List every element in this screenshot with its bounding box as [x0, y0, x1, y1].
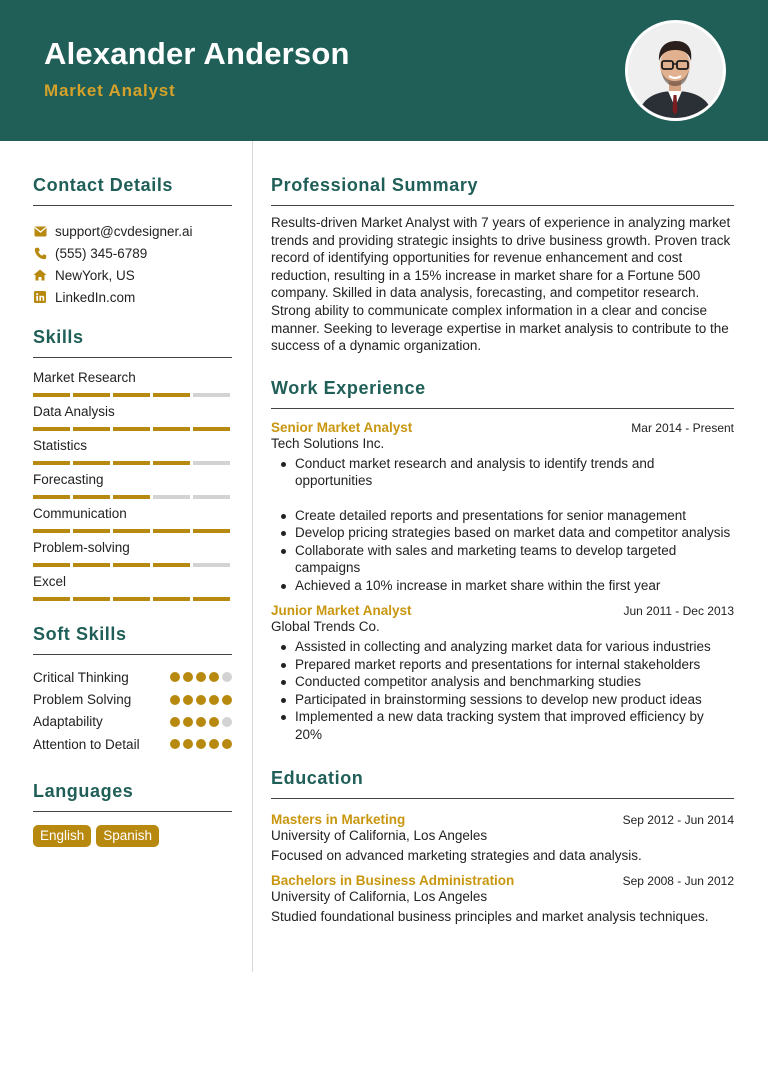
skill-level-segment — [113, 495, 150, 499]
skill-level-segment — [73, 529, 110, 533]
skill-level-segment — [73, 427, 110, 431]
language-tag: English — [33, 825, 91, 847]
skill-level-segment — [153, 597, 190, 601]
job-company: Tech Solutions Inc. — [271, 435, 385, 451]
education-description: Studied foundational business principles and market analysis techniques. — [271, 909, 709, 925]
job-bullet: Assisted in collecting and analyzing market data for various industries — [271, 638, 734, 656]
person-avatar-icon — [628, 23, 723, 118]
skill-level-segment — [33, 393, 70, 397]
rating-dot — [209, 739, 219, 749]
rating-dot — [222, 672, 232, 682]
skill-item — [33, 573, 232, 605]
home-icon — [33, 268, 47, 282]
skill-level-segment — [153, 563, 190, 567]
skill-level-segment — [113, 461, 150, 465]
skill-level-segment — [33, 495, 70, 499]
school-name: University of California, Los Angeles — [271, 889, 488, 905]
skill-level-segment — [113, 597, 150, 601]
skill-name: Statistics — [33, 438, 88, 453]
left-column — [33, 141, 232, 847]
rating-dot — [209, 672, 219, 682]
soft-skills-section — [33, 624, 232, 756]
rating-dot — [183, 739, 193, 749]
contact-section — [33, 175, 232, 308]
rating-dot — [170, 717, 180, 727]
contact-title: Contact Details — [33, 175, 232, 206]
rating-dot — [183, 672, 193, 682]
contact-phone-text: (555) 345-6789 — [55, 245, 148, 261]
degree-title: Masters in Marketing — [271, 812, 406, 828]
skill-level-segment — [113, 393, 150, 397]
job-company: Global Trends Co. — [271, 619, 380, 635]
rating-dot — [222, 739, 232, 749]
job-bullet: Conduct market research and analysis to identify trends and opportunities — [271, 455, 734, 490]
job-bullet: Develop pricing strategies based on market data and competitor analysis — [271, 524, 734, 542]
job-bullets — [271, 638, 734, 743]
job-entry — [271, 603, 734, 743]
skill-level-segment — [193, 427, 230, 431]
skill-level-segment — [193, 597, 230, 601]
summary-title: Professional Summary — [271, 175, 734, 206]
education-title: Education — [271, 768, 734, 799]
skills-title: Skills — [33, 327, 232, 358]
phone-icon — [33, 246, 47, 260]
soft-skill-name: Attention to Detail — [33, 736, 140, 752]
education-entry — [271, 873, 734, 924]
rating-dot — [222, 717, 232, 727]
skill-level-segment — [193, 393, 230, 397]
job-entry — [271, 420, 734, 595]
rating-dot — [196, 717, 206, 727]
skill-level-bars — [33, 558, 232, 571]
language-tag: Spanish — [96, 825, 159, 847]
skill-level-segment — [73, 393, 110, 397]
school-name: University of California, Los Angeles — [271, 828, 488, 844]
skill-level-bars — [33, 388, 232, 401]
skill-level-segment — [73, 563, 110, 567]
soft-skills-list — [33, 666, 232, 756]
languages-list — [33, 825, 232, 847]
job-date: Mar 2014 - Present — [631, 420, 734, 435]
candidate-role: Market Analyst — [44, 81, 176, 100]
soft-skill-item — [33, 733, 232, 755]
skill-name: Data Analysis — [33, 404, 115, 419]
soft-skills-title: Soft Skills — [33, 624, 232, 655]
soft-skill-item — [33, 666, 232, 688]
summary-text: Results-driven Market Analyst with 7 years of experience in analyzing market trends and providing strategic insights to drive business growth. Proven track record of identifying opportunities for revenue enhancement and cost reduction, resulting in a 15% increase in market share for a Fortune 500 company. Skilled in data analysis, forecasting, and competitor research. Strong ability to communicate complex information in a clear and concise manner. Seeking to leverage expertise in market analysis to contribute to the success of a dynamic organization. — [271, 215, 731, 354]
rating-dot — [183, 717, 193, 727]
soft-skill-name: Critical Thinking — [33, 669, 129, 685]
degree-title: Bachelors in Business Administration — [271, 873, 515, 889]
skill-item — [33, 437, 232, 469]
job-bullet: Conducted competitor analysis and benchmarking studies — [271, 673, 734, 691]
skill-name: Excel — [33, 574, 67, 589]
skill-level-segment — [33, 529, 70, 533]
soft-skill-name: Problem Solving — [33, 692, 132, 708]
job-bullets — [271, 455, 734, 595]
right-column — [271, 141, 734, 924]
skill-level-bars — [33, 456, 232, 469]
soft-skill-rating — [170, 739, 232, 749]
soft-skill-item — [33, 711, 232, 733]
experience-section — [271, 378, 734, 744]
education-description: Focused on advanced marketing strategies and data analysis. — [271, 848, 642, 864]
skill-level-segment — [113, 563, 150, 567]
job-bullet: Create detailed reports and presentations for senior management — [271, 507, 734, 525]
skill-level-bars — [33, 422, 232, 435]
skill-level-segment — [193, 529, 230, 533]
skill-level-segment — [73, 461, 110, 465]
rating-dot — [170, 672, 180, 682]
skill-level-segment — [153, 461, 190, 465]
job-bullet: Achieved a 10% increase in market share within the first year — [271, 577, 734, 595]
soft-skill-rating — [170, 717, 232, 727]
skill-level-bars — [33, 524, 232, 537]
skill-level-segment — [113, 427, 150, 431]
skill-level-segment — [73, 597, 110, 601]
contact-phone[interactable] — [33, 242, 232, 264]
languages-section — [33, 781, 232, 847]
candidate-name: Alexander Anderson — [44, 36, 350, 71]
envelope-icon — [33, 224, 47, 238]
education-section — [271, 768, 734, 924]
rating-dot — [183, 695, 193, 705]
job-bullet: Implemented a new data tracking system that improved efficiency by 20% — [271, 708, 734, 743]
skill-level-segment — [33, 427, 70, 431]
skill-level-segment — [153, 393, 190, 397]
education-date: Sep 2012 - Jun 2014 — [622, 813, 734, 828]
contact-linkedin[interactable] — [33, 286, 232, 308]
rating-dot — [196, 672, 206, 682]
skills-section — [33, 327, 232, 605]
soft-skill-rating — [170, 672, 232, 682]
contact-linkedin-text: LinkedIn.com — [55, 289, 136, 305]
skill-item — [33, 539, 232, 571]
summary-section — [271, 175, 734, 355]
contact-location-text: NewYork, US — [55, 267, 135, 283]
skills-list — [33, 369, 232, 605]
skill-level-segment — [193, 563, 230, 567]
skill-level-bars — [33, 490, 232, 503]
contact-email-text: support@cvdesigner.ai — [55, 223, 193, 239]
soft-skill-item — [33, 688, 232, 710]
contact-email[interactable] — [33, 220, 232, 242]
job-bullet: Prepared market reports and presentations for internal stakeholders — [271, 656, 734, 674]
skill-level-segment — [193, 495, 230, 499]
skill-level-segment — [113, 529, 150, 533]
skill-level-segment — [153, 427, 190, 431]
education-date: Sep 2008 - Jun 2012 — [622, 874, 734, 889]
skill-item — [33, 369, 232, 401]
rating-dot — [170, 695, 180, 705]
skill-name: Communication — [33, 506, 127, 521]
languages-title: Languages — [33, 781, 232, 812]
skill-level-segment — [33, 563, 70, 567]
header-banner — [0, 0, 768, 141]
profile-photo — [625, 20, 726, 121]
rating-dot — [170, 739, 180, 749]
skill-level-segment — [153, 495, 190, 499]
skill-level-bars — [33, 592, 232, 605]
skill-item — [33, 403, 232, 435]
job-bullet: Participated in brainstorming sessions to develop new product ideas — [271, 691, 734, 709]
contact-location — [33, 264, 232, 286]
rating-dot — [196, 695, 206, 705]
job-bullet: Collaborate with sales and marketing teams to develop targeted campaigns — [271, 542, 734, 577]
skill-name: Problem-solving — [33, 540, 130, 555]
rating-dot — [209, 717, 219, 727]
soft-skill-rating — [170, 695, 232, 705]
soft-skill-name: Adaptability — [33, 714, 103, 730]
skill-name: Market Research — [33, 370, 136, 385]
linkedin-icon — [33, 290, 47, 304]
experience-title: Work Experience — [271, 378, 734, 409]
column-divider — [252, 141, 253, 972]
skill-item — [33, 505, 232, 537]
skill-name: Forecasting — [33, 472, 104, 487]
job-title: Senior Market Analyst — [271, 419, 413, 435]
rating-dot — [196, 739, 206, 749]
skill-level-segment — [153, 529, 190, 533]
job-title: Junior Market Analyst — [271, 603, 412, 619]
skill-level-segment — [33, 461, 70, 465]
education-entry — [271, 812, 734, 863]
skill-level-segment — [33, 597, 70, 601]
skill-level-segment — [193, 461, 230, 465]
skill-item — [33, 471, 232, 503]
job-date: Jun 2011 - Dec 2013 — [623, 604, 734, 619]
rating-dot — [209, 695, 219, 705]
rating-dot — [222, 695, 232, 705]
skill-level-segment — [73, 495, 110, 499]
